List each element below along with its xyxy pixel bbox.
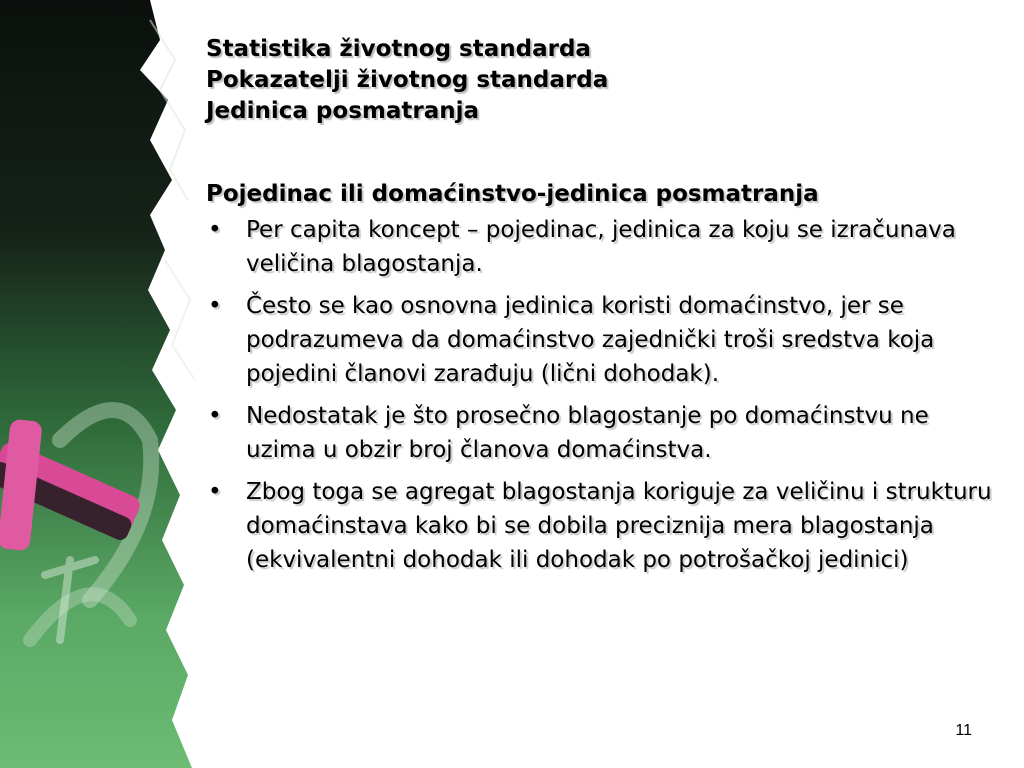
bullet-icon: •: [208, 479, 222, 505]
subheading: Pojedinac ili domaćinstvo-jedinica posmatranja: [206, 181, 819, 207]
list-item: [206, 475, 996, 577]
bullet-icon: •: [208, 217, 222, 243]
bullet-text: Per capita koncept – pojedinac, jedinica za koju se izračunava veličina blagostanja.: [246, 217, 956, 277]
title-line: Jedinica posmatranja: [206, 98, 480, 124]
title-line: Statistika životnog standarda: [206, 36, 591, 62]
bullet-list: [206, 213, 996, 577]
slide-content: [206, 177, 996, 585]
bullet-text: Zbog toga se agregat blagostanja koriguje za veličinu i strukturu domaćinstava kako bi se dobila preciznija mera blagostanja (ekvivalentni dohodak ili dohodak po potrošačkoj jedinici): [246, 479, 992, 573]
chalkboard-background: [0, 0, 192, 768]
bullet-icon: •: [208, 403, 222, 429]
chalkboard-decoration: [0, 0, 200, 768]
bullet-text: Često se kao osnovna jedinica koristi domaćinstvo, jer se podrazumeva da domaćinstvo zajednički troši sredstva koja pojedini članovi zarađuju (lični dohodak).: [246, 293, 935, 387]
list-item: [206, 213, 996, 281]
title-line: Pokazatelji životnog standarda: [206, 67, 609, 93]
bullet-icon: •: [208, 293, 222, 319]
list-item: [206, 399, 996, 467]
slide-title: [206, 34, 996, 127]
bullet-text: Nedostatak je što prosečno blagostanje po domaćinstvu ne uzima u obzir broj članova domaćinstva.: [246, 403, 929, 463]
chalk-smudge: [165, 260, 195, 380]
page-number: 11: [955, 722, 972, 739]
list-item: [206, 289, 996, 391]
